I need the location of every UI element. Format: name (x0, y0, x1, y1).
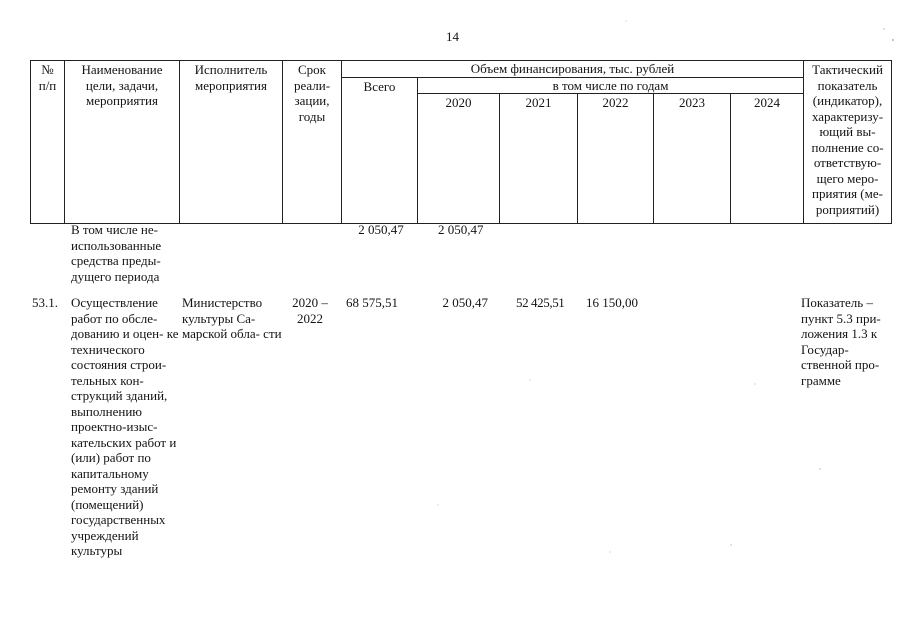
row-53-1-2022: 16 150,00 (586, 295, 638, 310)
header-executor: Исполнитель мероприятия (180, 61, 283, 224)
header-num: № п/п (31, 61, 65, 224)
row-53-1-2020: 2 050,47 (442, 295, 488, 310)
header-name: Наименование цели, задачи, мероприятия (65, 61, 180, 224)
header-funding: Объем финансирования, тыс. рублей (342, 61, 804, 78)
header-year-2022: 2022 (578, 94, 654, 224)
header-indicator: Тактический показатель (индикатор), характеризу- ющий вы- полнение со- ответствую- щего меро- приятия (ме- роприятий) (804, 61, 892, 224)
row-unused-name: В том числе не- использованные средства преды- дущего периода (71, 222, 162, 284)
row-53-1-executor: Министерство культуры Са- марской обла- сти (182, 295, 282, 341)
row-unused-total: 2 050,47 (358, 222, 404, 237)
row-53-1-2021: 52 425,51 (516, 295, 565, 310)
row-53-1-name: Осуществление работ по обсле- дованию и оцен- ке технического состояния строи- тельных кон- струкций зданий, выполнению проектно-изыс- кательских работ и (или) работ по капитальному ремонту зданий (помещений) государственных учреждений культуры (71, 295, 179, 558)
header-term: Срок реали- зации, годы (283, 61, 342, 224)
header-year-2020: 2020 (418, 94, 500, 224)
table-header (30, 60, 892, 224)
row-unused-2020: 2 050,47 (438, 222, 484, 237)
header-total: Всего (342, 77, 418, 224)
row-53-1-total: 68 575,51 (346, 295, 398, 310)
header-by-years: в том числе по годам (418, 77, 804, 94)
row-53-1-term: 2020 – 2022 (292, 295, 328, 326)
header-year-2024: 2024 (731, 94, 804, 224)
row-53-1-indicator: Показатель – пункт 5.3 при- ложения 1.3 к Государ- ственной про- грамме (801, 295, 881, 388)
row-53-1-num: 53.1. (32, 295, 58, 310)
header-year-2021: 2021 (500, 94, 578, 224)
page-number: 14 (446, 29, 459, 44)
header-year-2023: 2023 (654, 94, 731, 224)
